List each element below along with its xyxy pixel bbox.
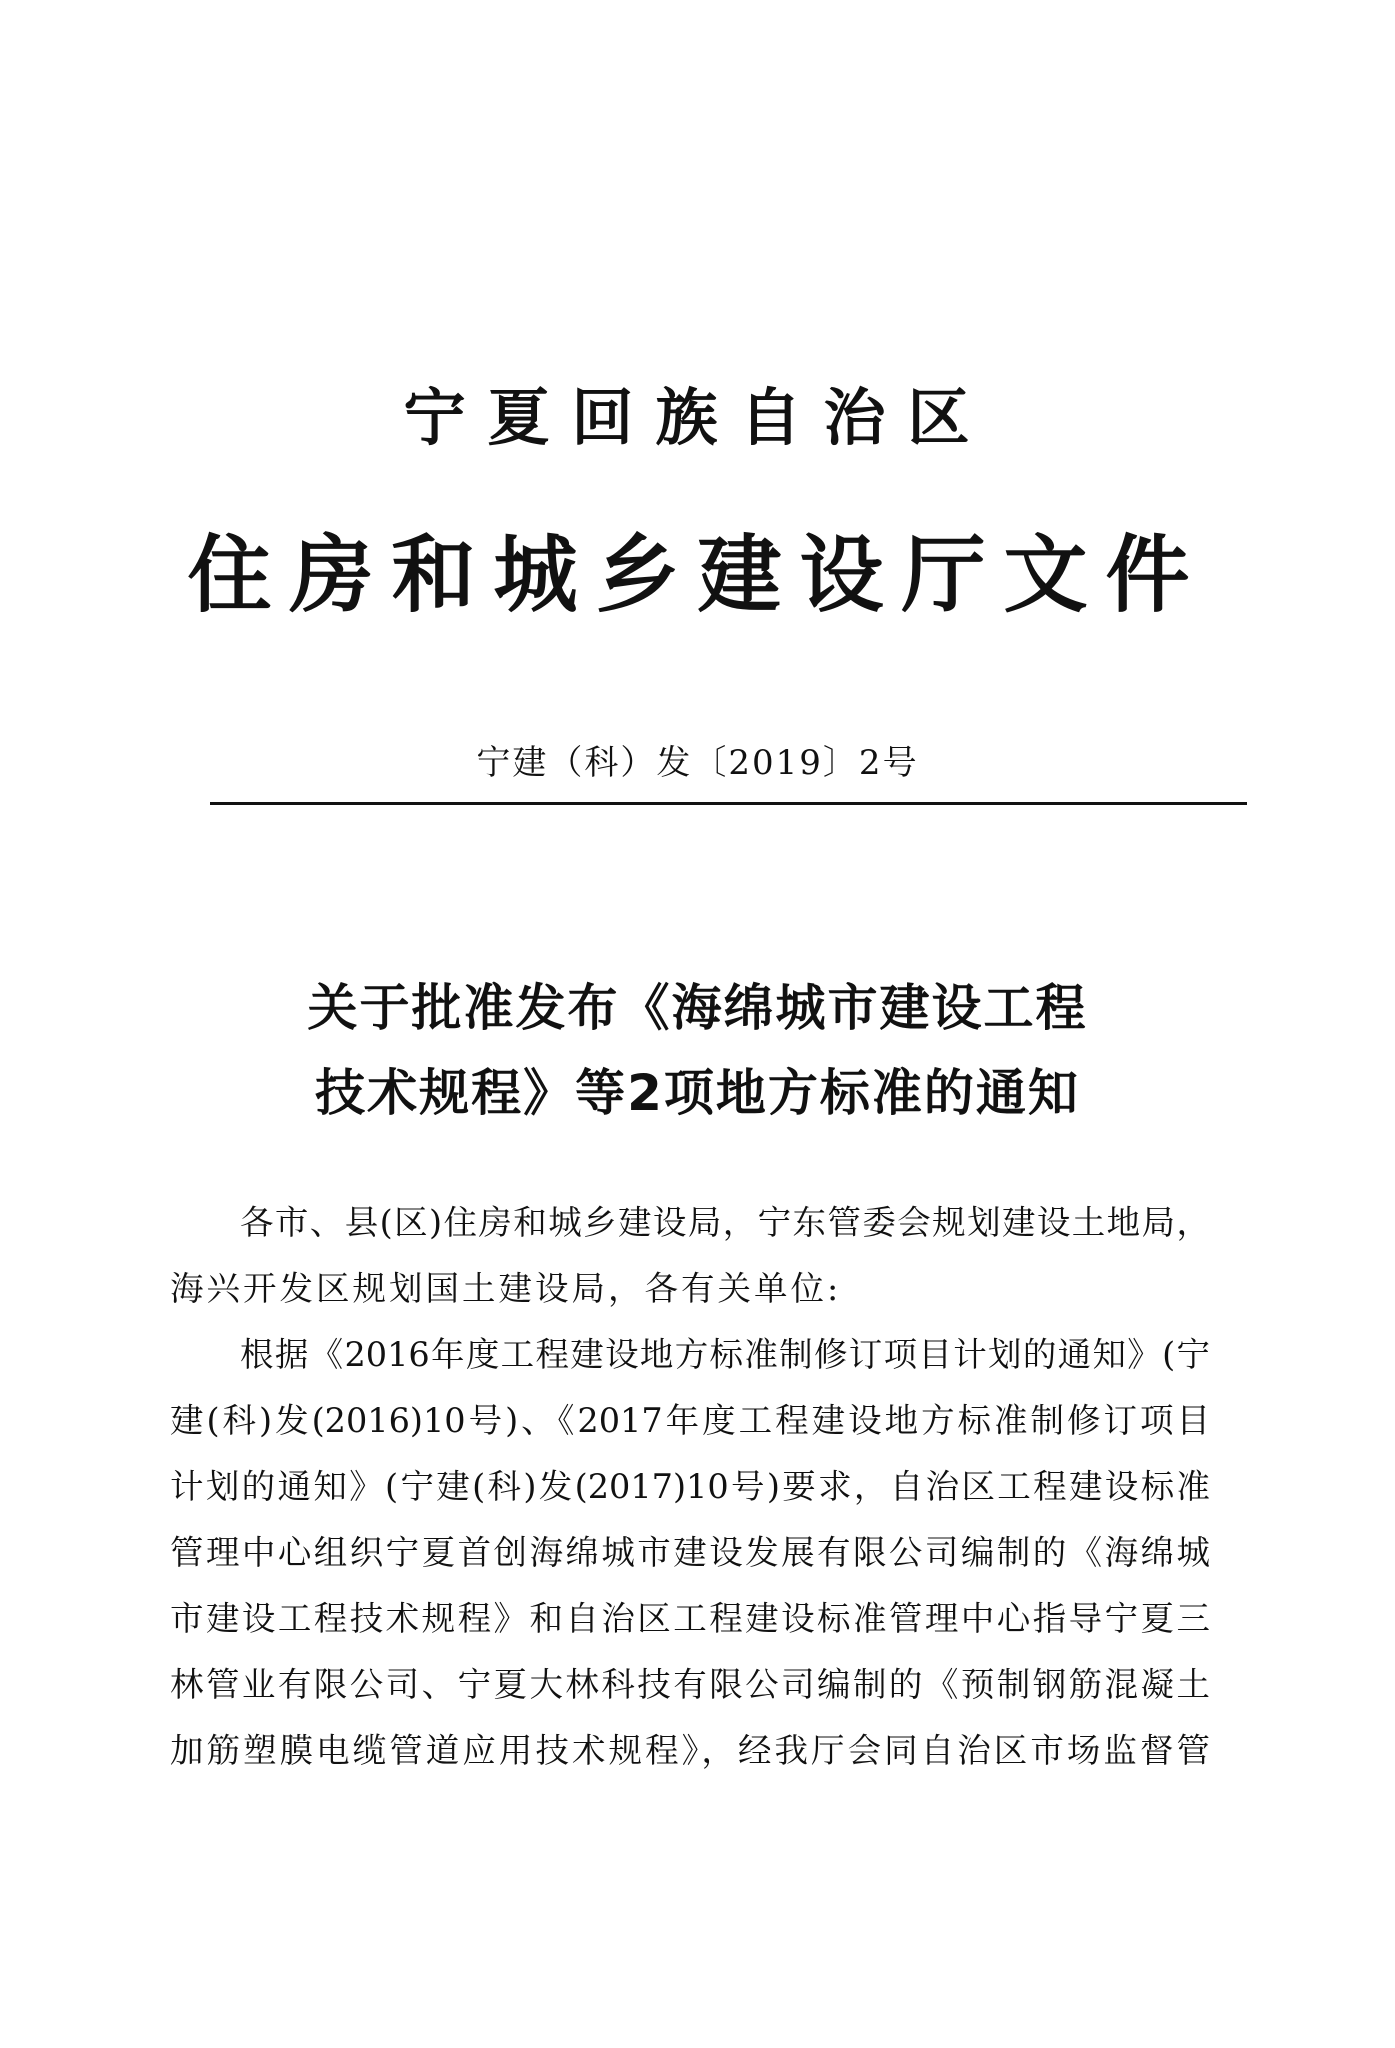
header-divider [210, 802, 1247, 805]
notice-title-line1: 关于批准发布《海绵城市建设工程 [307, 979, 1088, 1037]
body-line: 海兴开发区规划国土建设局，各有关单位: [170, 1269, 842, 1308]
document-number: 宁建（科）发〔2019〕2号 [476, 743, 919, 783]
body-line: 根据《2016年度工程建设地方标准制修订项目计划的通知》(宁 [240, 1335, 1210, 1374]
body-line: 计划的通知》(宁建(科)发(2017)10号)要求，自治区工程建设标准 [170, 1467, 1210, 1506]
body-line: 管理中心组织宁夏首创海绵城市建设发展有限公司编制的《海绵城 [170, 1533, 1210, 1572]
body-line: 各市、县(区)住房和城乡建设局，宁东管委会规划建设土地局， [240, 1203, 1210, 1242]
body-line: 市建设工程技术规程》和自治区工程建设标准管理中心指导宁夏三 [170, 1599, 1210, 1638]
body-line: 加筋塑膜电缆管道应用技术规程》，经我厅会同自治区市场监督管 [170, 1731, 1210, 1770]
body-line: 林管业有限公司、宁夏大林科技有限公司编制的《预制钢筋混凝土 [170, 1665, 1210, 1704]
issuing-authority-line1: 宁夏回族自治区 [403, 381, 992, 454]
issuing-authority-line2: 住房和城乡建设厅文件 [187, 525, 1208, 624]
body-line: 建(科)发(2016)10号)、《2017年度工程建设地方标准制修订项目 [170, 1401, 1210, 1440]
notice-title-line2: 技术规程》等2项地方标准的通知 [315, 1064, 1080, 1122]
